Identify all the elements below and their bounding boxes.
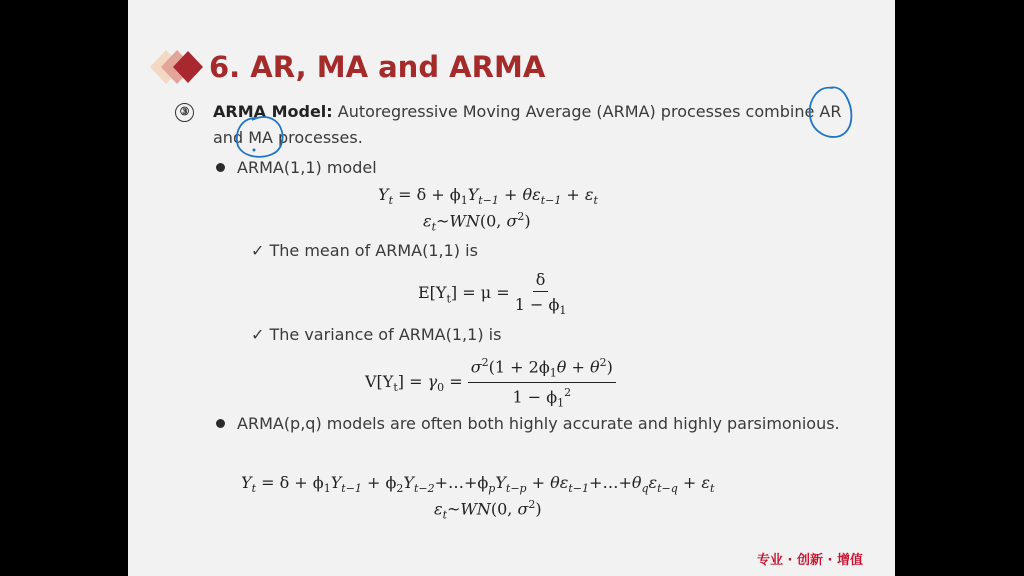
mean-check-text: ✓ The mean of ARMA(1,1) is — [251, 241, 478, 260]
arma11-noise-equation: $\varepsilon_t\sim WN(0$, $\sigma^2$) — [423, 210, 531, 234]
title-diamond-logo — [148, 47, 206, 87]
bullet-dot — [216, 419, 225, 428]
bullet-arma11: ARMA(1,1) model — [237, 158, 377, 177]
variance-equation: $V[Y_t] = \gamma_0$ = $\frac{\sigma^2(1 + 2\phi_1\theta + \theta^2)}{1 - \phi_1^2}$ — [365, 356, 616, 409]
arma-definition-line2: and MA processes. — [213, 128, 363, 147]
variance-check-text: ✓ The variance of ARMA(1,1) is — [251, 325, 502, 344]
arma-description: Autoregressive Moving Average (ARMA) processes combine AR — [337, 102, 842, 121]
armapq-noise-equation: $\varepsilon_t\sim WN(0$, $\sigma^2$) — [434, 498, 542, 522]
slide-title: 6. AR, MA and ARMA — [209, 50, 546, 84]
point-number-marker: ③ — [175, 103, 194, 122]
bullet-dot — [216, 163, 225, 172]
bullet-armapq: ARMA(p,q) models are often both highly accurate and highly parsimonious. — [237, 414, 840, 433]
arma-definition-line1 — [213, 102, 841, 121]
footer-slogan: 专业 · 创新 · 增值 — [757, 553, 863, 568]
armapq-equation: $Y_t = \delta + \phi_1Y_{t-1}$ + $\phi_2Y_{t-2}+\dots+\phi_pY_{t-p}$ + $\theta\varepsilon_{t-1}+\dots+\theta_q\varepsilon_{t-q} + \varepsilon_t$ — [241, 473, 715, 496]
slide — [128, 0, 895, 576]
mean-equation: $E[Y_t] = \mu$ = $\frac{\delta}{1 - \phi_1}$ — [418, 270, 567, 318]
arma11-equation: $Y_t = \delta + \phi_1Y_{t-1} + \theta\varepsilon_{t-1} + \varepsilon_t$ — [378, 185, 598, 208]
arma-model-label: ARMA Model: — [213, 102, 333, 121]
